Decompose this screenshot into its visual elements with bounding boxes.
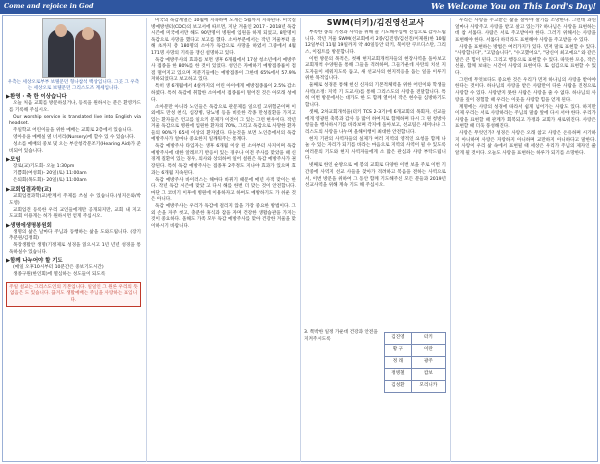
school-item: 교회업결과학(교)반계서 주제를 쓰실 수 있습니다.(성지온와/박도영) — [9, 194, 141, 206]
prayer-item: (매일 오후10시부터 10분간은 중보기도시간) — [13, 265, 104, 271]
header-right-title: We Welcome You on This Lord's Day! — [431, 1, 596, 11]
prayer-request-text: 3. 쪽박한 일정 가운데 건강과 안전을 지켜주시도록 — [304, 330, 378, 342]
devotional-column — [450, 18, 596, 462]
header-left-title: Come and rejoice in God — [4, 2, 94, 10]
place-cell: 캄보 — [411, 369, 445, 381]
table-row — [385, 357, 446, 369]
prayer-item: 생종구원(한인회)에 열심하는 성도들이 되도록 — [13, 272, 106, 278]
announcements-column — [6, 18, 141, 462]
name-cell: 정 래 — [385, 357, 412, 369]
prayer-heading: ▶함께 나누어야 할 기도 — [6, 258, 63, 265]
letter-paragraph: 둘째로 성경문 통해 헌신 신자의 기본적체력을 위한 어린이와 학생들 사역(소정: 지역 기 도교사)를 통해 그리스도의 사랑을 전달합니다. 특히 이번 방문에서는 대가도 한 도 함께 열어서 작은 현수들 심방하기도 합니다. — [305, 83, 446, 109]
missionary-letter-body — [305, 30, 446, 350]
article-paragraph: 독감 예방주사의 효과를 보면 생후 6개월에서 17살 청소년에서 예방주사 접종을 한 80%를 한 것이 있었다. 성인은 자예하기 예방접종률이 점점 떨어지고 있으며 저분기들에는 예방접종이 그한데 65%에서 57.9% 져하되었다고 보고하고 있다. — [151, 57, 296, 83]
devotional-paragraph: 계명에는 사랑의 성경에 따라서 쉽게 넘어가는 사람도 있다. 하지만 이제 우리는 서로 사랑하라는 주님의 말씀 앞에 다시 서야 한다. 우리가 사랑을 표현할 때 관계가 회복되고 가정과 교회가 새로워진다. 사랑은 표현할 때 더욱 풍성해진다. — [455, 104, 596, 130]
name-cell: 김진영 — [385, 333, 412, 345]
article-paragraph: 독감 예방주사 바이러스는 해마다 바뀌기 때문에 매년 사적 맞이는 한다. 작년 독감 시즌에 맞았 고 다시 해를 한번 더 맞는 것이 안전합니다. 마단 그 코비기 이후에 병원에 이용하자고 하여도 예방하기도 가 쉬운 것은 아니다. — [151, 177, 296, 203]
missionary-name-table — [384, 332, 446, 393]
name-cell: 황 구 — [385, 345, 412, 357]
welcome-item: 영아유윤 예배실 옆 너서리(Nursery)에 할수 있 수 있습니다. — [13, 135, 136, 141]
school-heading: ▶교회업결과학(교) — [6, 187, 52, 194]
table-row — [385, 369, 446, 381]
article-paragraph: 독감 예방주사는 우리가 독감에 걸리지 않을 가장 중요한 방법이다. 그 외 손을 자주 씻고, 충분한 휴식과 잠을 자며 건강한 생활습관을 가지는 것이 중요하다. 올해도 가족 모두 독감 예방주사를 맞아 건강한 겨울을 맞이하시기 바랍니다. — [151, 204, 296, 229]
meeting-heading: ▶모임 — [6, 157, 21, 164]
welcome-item: 주일학교 어린이들을 위한 예배는 교회로 2층에서 있습니다. — [13, 128, 133, 134]
letter-paragraph: 부족한 종의 기정과 사역을 위해 늘 기도해주심에 진심으로 감사드립니다. 작년 겨울 SWM(선교회에서 2종/김진영/김선진/이제원)한 10월 12일부터 11월 19일까지 약 40일동안 터키, 북이란 쿠르디스탄, 그리스, 이집트를 방문합니다. — [305, 30, 446, 55]
missionary-title: SWM(터키)/김진영선교사 — [326, 18, 425, 27]
devotional-paragraph: 그런데 무엇보다도 중요한 것은 우리가 먼저 하나님의 사랑을 받아야 한다는 것이다. 하나님의 사랑을 받은 사람만이 다른 사람을 진정으로 사랑할 수 있다. 사랑받지 못한 사람은 사랑을 줄 수 없다. 하나님의 사랑을 깊이 경험할 때 우리는 이웃을 사랑할 힘을 얻게 된다. — [455, 77, 596, 103]
letter-paragraph: 셋째, 2차교회개척을(터키 TCS 2-3기)에 6개교회의 목회자, 선교들에게 영광된 축복과 감사 등 많이 하여지로 함께하며 다시 그 원 청방사항들을 행사하시기를 바라보며 각지에 돌아보고, 선교팀은 세미나나 그리스도의 사랑을 나누며 올해이행이 최대한 안전합니다. — [305, 110, 446, 135]
devotional-paragraph: 사랑을 표현하는 방법은 여러가지가 있다. 먼저 말로 표현할 수 있다. "사랑합니다", "고맙습니다", "수고했어요", "당신이 최고예요" 와 같은 말은 큰 힘이 된다. 그리고 행동으로 표현할 수 있다. 따뜻한 포옹, 작은 선물, 함께 보내는 시간이 사랑의 표현이다. 또 섬김으로 표현할 수 있다. — [455, 44, 596, 76]
photo-caption: 우측는 세상오로부부 보텔문던 형나참석 백상입니다. 그곳 그 우측는 세상오로 보텔문던 그리스도즈 계세입니다. — [7, 80, 140, 91]
welcome-item: 성소를 예배의 중보 및 오는 부산청각분조기(Hearing Aid)가 준비되어 있습니다. — [9, 142, 141, 154]
name-cell: 김성환 — [385, 381, 412, 393]
meeting-item: 장로(교)기도회- 오늘 1:30pm — [13, 164, 75, 170]
header-bar — [0, 0, 600, 14]
letter-paragraph: 넷째로 한인 순방으로 예 봉의 교회로 다양한 이번 보을 주로 이번 기간중에 사역지 선교 사들을 찾아가 격려하고 복음을 전하는 사역으로서, 이번 방문을 위하여 그 동안 함께 기도해주신 모든 분들과 2019년 선교사역을 위해 계속 기도 해 주십시오. — [305, 163, 446, 189]
meeting-item: 기쁨회(여성회)- 20일(토) 11:00am — [13, 171, 87, 177]
name-cell: 정병철 — [385, 369, 412, 381]
school-item: 교회업견 등록한 우리 교인들에게만 공개되지만, 교회 내 지고 도교회 이용게는 허가 원하시면 얻게 주십시오. — [9, 207, 141, 220]
welcome-item: 오늘 처음 교회를 방문하셨거나, 등록을 원하시는 분은 환영카드를 기록해 주십시오. — [9, 101, 141, 113]
article-paragraph: 독감 예방주사 타입자는 생후 6개월 이상 된 소아부터 사지이며 독감 예방주사에 대한 알레르기 반응이 있는 경우나 이전 주사를 맞았을 때 신경계 질환이 있는 경우, 의사와 상의하여 일어 설원은 독감 예방주사가 권장된다. 특히 독감 예방주사는 접종후 2주정도 지나야 효과가 있으며 효과는 6개월 지속된다. — [151, 144, 296, 176]
welcome-heading: ▶환영 · 축 한 이상습니다 — [6, 94, 67, 100]
place-cell: 모리니카 — [411, 381, 445, 393]
bible-item: 생명의 삶은 날마다 주님과 동행하는 삶을 도와드립니다. (장기추분원/김정회) — [9, 229, 141, 242]
place-cell: 터키 — [411, 333, 445, 345]
missionary-letter-column — [300, 18, 446, 462]
table-row — [385, 381, 446, 393]
table-row — [385, 333, 446, 345]
article-paragraph: 소아분만 아니라 노인들은 독감으로 관문제를 일으킬 고위험군이며 이외에도 만성 천식, 심장병, 당뇨병 등을 비롯한 각종 만성질환을 가지고 있는 환자들은 언고를 일으키 문제가 이것이 그 있는 그런 현우이다. 작년 겨울 독감으로 병원에 입원한 환자의 70%, 그리고 독감으로 사망한 환자들의 90%가 65세 이상의 환자였다. 다눈것을 보면 노인층에서의 독감 예방주사가 얼마나 중요한지 일깨워주는 통계다. — [151, 104, 296, 143]
place-cell: 이란 — [411, 345, 445, 357]
letter-paragraph: 이번 방문의 목적은, 첫째 현지교회개척자들의 현장사역을 돌아보고 교회개척 수양원을 통해 그들을 격려하며, 그들가운데 사탄의 치선 지도자들이 세워지도록 돕고, 새 선교사의 현지적응을 돕는 일을 이루기 위한 목적입니다. — [305, 56, 446, 82]
missionary-footer — [304, 330, 446, 393]
meeting-item: 은퇴회(목도회)- 20일(토) 11:00am — [13, 178, 87, 184]
notice-box: 주일 설교는 그리스도인의 기본입니다. 일일인 그 원른 우리의 뜻 없음은 도 있습니다. 끊겨도 생활예배는 주님을 사랑하는 표입니다. — [6, 282, 141, 307]
letter-paragraph: 현지 기관의 사역자들의 실제가 여러 지역의 영적인 요청을 함께 나눌 수 있는 자리가 되기를 바라는 마음으로 지역의 사역이 될 수 있도록 여러분의 기도와 현지 사역자들에게 소 많은 관심과 사랑 부탁드립니다. — [305, 136, 446, 162]
article-paragraph: 미국의 독감계열은 10월에 지속하여 노게는 5월까지 지속된다. 미국질병예방센터(CDC)의 보고서에 따르면, 지난 겨울인 2017 - 2018년 독감 시즌에 미국에서만 해도 90만명이 병원에 입원을 하게 되었고, 8만명이 독감으로 사망을 했다고 보고를 했다. 소아부분에서는 작년 겨울부터 올해 초까지 총 180명의 소아가 독감으로 사망을 하였서 그중에서 4월 171명 사망의 기록을 갱신 설명하고 있다. — [151, 18, 296, 56]
welcome-list — [6, 101, 141, 155]
bible-item: 목장생활안 생명(기정제로 성경을 읽으시고 1년 년년 성경을 통독하실수 있습니다. — [9, 243, 141, 255]
article-paragraph: 특히 생 6개월에서 4살까지의 어린 아이에게 예방접종률이 2.5% 감소하였다. 특히 독감에 취합한 소아에서 접종률이 떨어진 것은 아모래 성예다. — [151, 84, 296, 103]
missionary-photo — [42, 18, 106, 78]
place-cell: 광주 — [411, 357, 445, 369]
table-row — [385, 345, 446, 357]
welcome-item: Our worship service is translated live into English via headset. — [9, 114, 141, 127]
bible-heading: ▶생명에생명봉원회 — [6, 222, 52, 229]
devotional-paragraph: 우리는 사랑을 주고받는 삶을 살아야 살기를 소망한다. 그런데 과연 얼마나 사랑주고 사랑을 받고 살고 있는가? 하나님은 사랑을 표현하는데 참 서툴다. 사람은 서로 주고받아야 한다. 그러기 위해서는 사랑을 표현해야 한다. 서툴다 하더라도 표현해야 사랑을 주고받을 수 있다. — [455, 18, 596, 43]
devotional-paragraph: 사랑은 무엇인가? 성경은 사랑은 오래 참고 사랑은 온유하며 시기하지 아니하며 사랑은 자랑하지 아니하며 교만하지 아니하다고 말한다. 이 사랑이 우리 삶 속에서 표현될 때 세상은 우리가 주님의 제자인 줄 알게 될 것이다. 오늘도 사랑을 표현하는 하루가 되기를 소망한다. — [455, 131, 596, 156]
health-article-column — [146, 18, 296, 462]
